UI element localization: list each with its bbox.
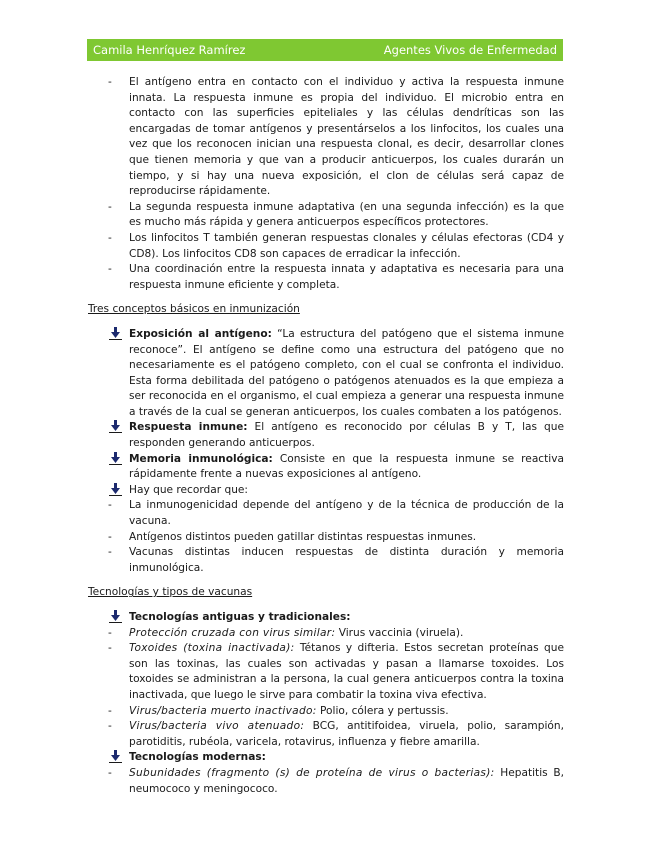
- dash-bullet: -: [108, 76, 112, 88]
- arrow-bullet-icon: [109, 420, 127, 437]
- arrow-bullet-icon: [109, 483, 127, 500]
- document-body: [88, 75, 564, 797]
- arrow-bullet-icon: [109, 750, 127, 767]
- dash-bullet: -: [108, 499, 112, 512]
- dash-bullet: -: [108, 720, 112, 733]
- list-item: Tecnologías antiguas y tradicionales:: [108, 610, 564, 626]
- page-header: [87, 39, 563, 61]
- list-item: - Virus/bacteria muerto inactivado: Polio, cólera y pertussis.: [108, 704, 564, 720]
- list-item: Memoria inmunológica: Consiste en que la respuesta inmune se reactiva rápidamente frente a nuevas exposiciones al antígeno.: [108, 452, 564, 483]
- dash-bullet: -: [108, 766, 112, 779]
- dash-bullet: -: [108, 626, 112, 639]
- dash-bullet: -: [108, 530, 112, 543]
- list-item: - La inmunogenicidad depende del antígeno y de la técnica de producción de la vacuna.: [108, 499, 564, 528]
- list-item: - Vacunas distintas inducen respuestas de distinta duración y memoria inmunológica.: [108, 546, 564, 574]
- list-item: - La segunda respuesta inmune adaptativa (en una segunda infección) es la que es mucho más rápida y genera anticuerpos específicos protectores.: [108, 200, 564, 229]
- section-heading-tecnologias: Tecnologías y tipos de vacunas: [88, 586, 253, 599]
- section-heading-conceptos: Tres conceptos básicos en inmunización: [88, 303, 300, 316]
- list-item: - Protección cruzada con virus similar: Virus vaccinia (viruela).: [108, 626, 564, 642]
- list-item: Respuesta inmune: El antígeno es reconocido por células B y T, las que responden generando anticuerpos.: [108, 420, 564, 451]
- dash-bullet: -: [108, 263, 112, 276]
- arrow-bullet-icon: [109, 610, 127, 627]
- list-item: Exposición al antígeno: “La estructura del patógeno que el sistema inmune reconoce”. El antígeno se define como una estructura del patógeno que no necesariamente es el patógeno completo, con el cual se confronta el individuo. Esta forma debilitada del patógeno o patógenos atenuados es la que empieza a ser reconocida en el organismo, el cual empieza a generar una respuesta inmune a través de la cual se generan anticuerpos, los cuales combaten a los patógenos.: [108, 327, 564, 421]
- header-title: Agentes Vivos de Enfermedad: [383, 43, 557, 57]
- list-item: - Subunidades (fragmento (s) de proteína de virus o bacterias): Hepatitis B, neumococo y meningococo.: [108, 766, 564, 795]
- arrow-bullet-icon: [109, 327, 127, 344]
- dash-bullet: -: [108, 642, 112, 655]
- list-item: - Antígenos distintos pueden gatillar distintas respuestas inmunes.: [108, 530, 564, 546]
- dash-bullet: -: [108, 200, 112, 213]
- list-item: - Los linfocitos T también generan respuestas clonales y células efectoras (CD4 y CD8). Los linfocitos CD8 son capaces de erradicar la infección.: [108, 231, 564, 260]
- list-item: - Una coordinación entre la respuesta innata y adaptativa es necesaria para una respuesta inmune eficiente y completa.: [108, 263, 564, 291]
- dash-bullet: -: [108, 546, 112, 559]
- list-item: Tecnologías modernas:: [108, 750, 564, 766]
- list-item: Hay que recordar que:: [108, 483, 564, 499]
- dash-bullet: -: [108, 704, 112, 717]
- arrow-bullet-icon: [109, 452, 127, 469]
- list-item: - El antígeno entra en contacto con el individuo y activa la respuesta inmune innata. La respuesta inmune es propia del individuo. El microbio entra en contacto con las superficies epiteliales y las células dendríticas son las encargadas de tomar antígenos y presentárselos a los linfocitos, los cuales una vez que los reconocen inician una respuesta clonal, es decir, desarrollar clones que tienen memoria y que van a producir anticuerpos, los cuales durarán un tiempo, y si hay una nueva exposición, el clon de células será capaz de reproducirse rápidamente.: [108, 76, 564, 198]
- list-item: - Virus/bacteria vivo atenuado: BCG, antitifoidea, viruela, polio, sarampión, parotiditis, rubéola, varicela, rotavirus, influenza y fiebre amarilla.: [108, 720, 564, 748]
- header-author: Camila Henríquez Ramírez: [93, 43, 246, 57]
- list-item: - Toxoides (toxina inactivada): Tétanos y difteria. Estos secretan proteínas que son las toxinas, las cuales son activadas y pasan a llamarse toxoides. Los toxoides se administran a la persona, la cual genera anticuerpos contra la toxina inactivada, que luego le sirve para combatir la toxina viva efectiva.: [108, 642, 564, 701]
- dash-bullet: -: [108, 231, 112, 244]
